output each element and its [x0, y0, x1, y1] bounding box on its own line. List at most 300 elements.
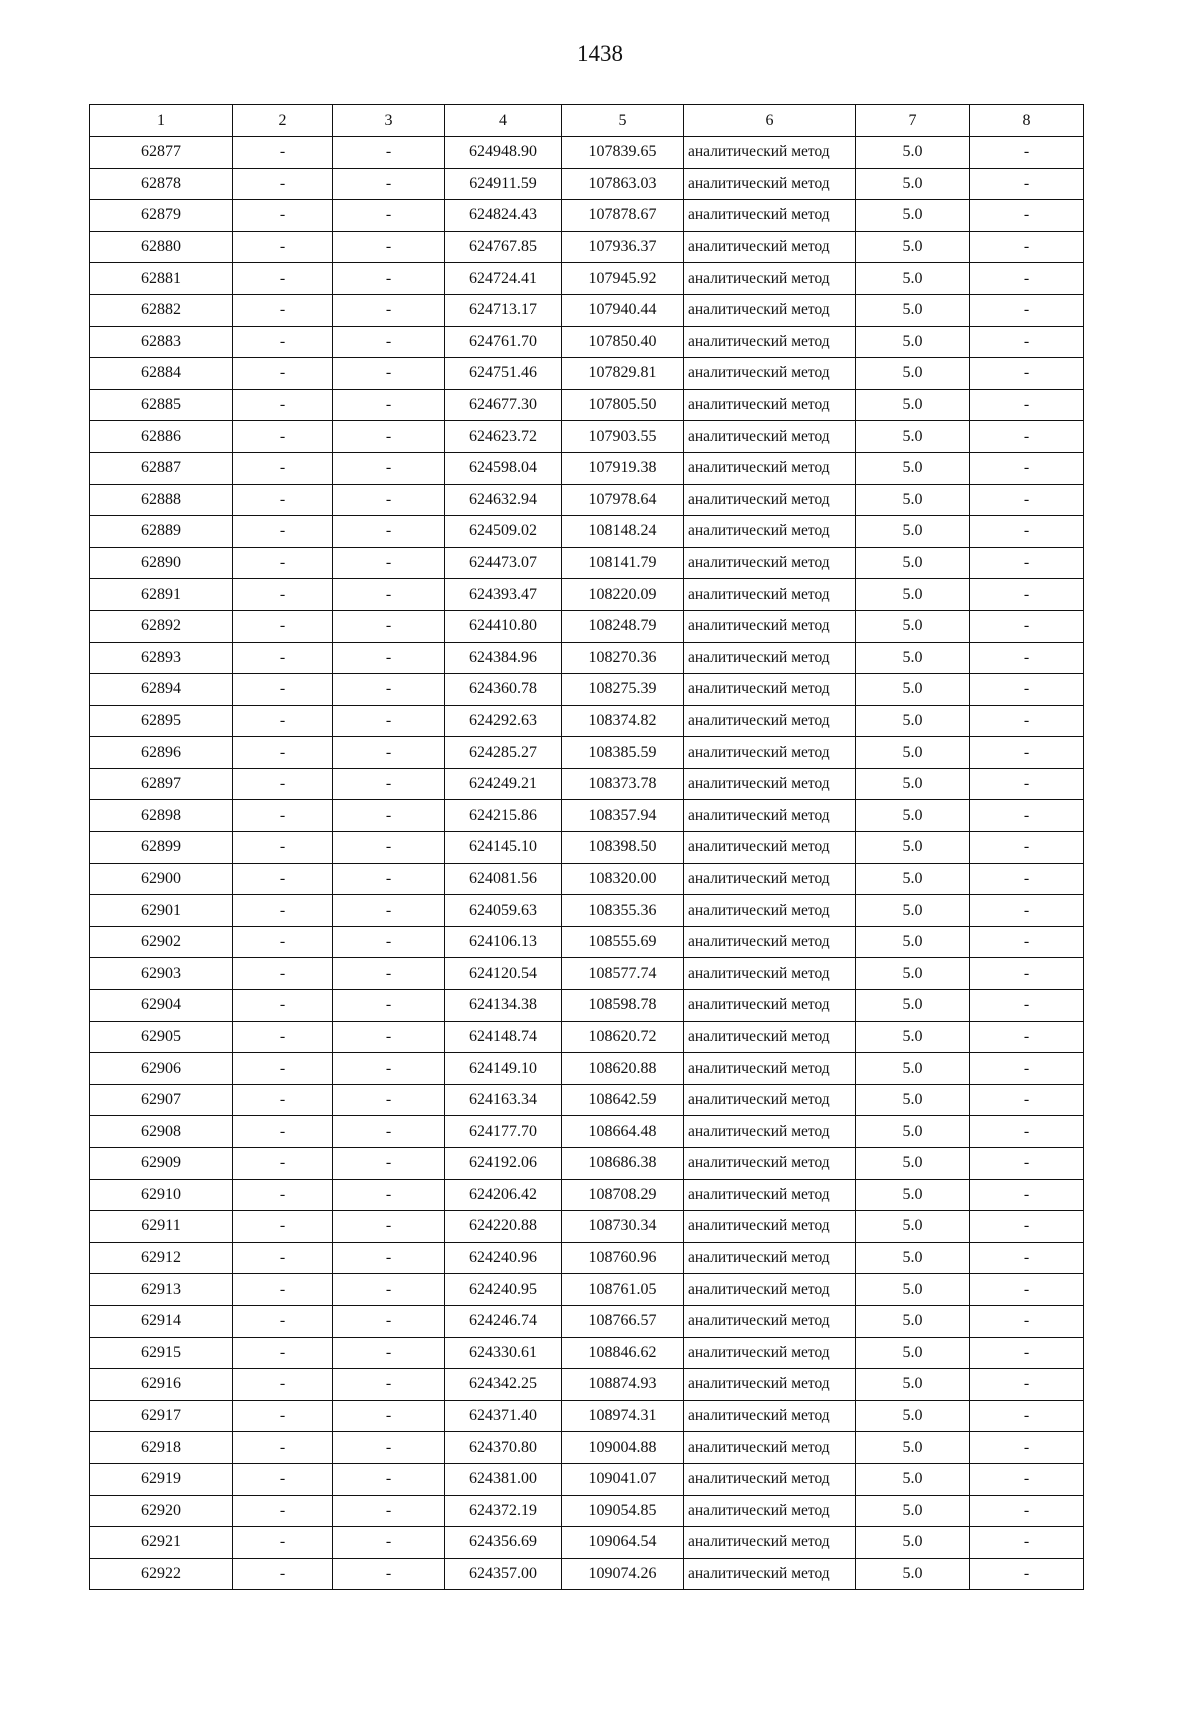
col8-cell: - — [970, 200, 1084, 232]
table-row — [90, 705, 1084, 737]
method-cell: аналитический метод — [684, 1463, 856, 1495]
col3-cell: - — [333, 1527, 445, 1559]
point-number-cell: 62921 — [90, 1527, 233, 1559]
table-body — [90, 137, 1084, 1590]
accuracy-cell: 5.0 — [856, 1084, 970, 1116]
col3-cell: - — [333, 674, 445, 706]
method-cell: аналитический метод — [684, 263, 856, 295]
accuracy-cell: 5.0 — [856, 768, 970, 800]
point-number-cell: 62890 — [90, 547, 233, 579]
point-number-cell: 62915 — [90, 1337, 233, 1369]
col3-cell: - — [333, 452, 445, 484]
x-coordinate-cell: 624360.78 — [445, 674, 562, 706]
method-cell: аналитический метод — [684, 1021, 856, 1053]
col8-cell: - — [970, 800, 1084, 832]
col8-cell: - — [970, 389, 1084, 421]
x-coordinate-cell: 624192.06 — [445, 1148, 562, 1180]
table-row — [90, 800, 1084, 832]
column-header-6: 6 — [684, 105, 856, 137]
x-coordinate-cell: 624145.10 — [445, 832, 562, 864]
x-coordinate-cell: 624342.25 — [445, 1369, 562, 1401]
col3-cell: - — [333, 547, 445, 579]
col2-cell: - — [233, 800, 333, 832]
y-coordinate-cell: 108148.24 — [562, 516, 684, 548]
accuracy-cell: 5.0 — [856, 579, 970, 611]
method-cell: аналитический метод — [684, 484, 856, 516]
col2-cell: - — [233, 1495, 333, 1527]
col8-cell: - — [970, 674, 1084, 706]
col8-cell: - — [970, 1432, 1084, 1464]
accuracy-cell: 5.0 — [856, 1053, 970, 1085]
method-cell: аналитический метод — [684, 294, 856, 326]
accuracy-cell: 5.0 — [856, 705, 970, 737]
col2-cell: - — [233, 1242, 333, 1274]
method-cell: аналитический метод — [684, 1179, 856, 1211]
col3-cell: - — [333, 358, 445, 390]
col2-cell: - — [233, 168, 333, 200]
point-number-cell: 62880 — [90, 231, 233, 263]
col2-cell: - — [233, 958, 333, 990]
col2-cell: - — [233, 547, 333, 579]
x-coordinate-cell: 624713.17 — [445, 294, 562, 326]
col3-cell: - — [333, 200, 445, 232]
col3-cell: - — [333, 137, 445, 169]
col8-cell: - — [970, 1495, 1084, 1527]
point-number-cell: 62896 — [90, 737, 233, 769]
col3-cell: - — [333, 1084, 445, 1116]
col8-cell: - — [970, 294, 1084, 326]
accuracy-cell: 5.0 — [856, 895, 970, 927]
col2-cell: - — [233, 516, 333, 548]
y-coordinate-cell: 108141.79 — [562, 547, 684, 579]
col8-cell: - — [970, 926, 1084, 958]
point-number-cell: 62919 — [90, 1463, 233, 1495]
col3-cell: - — [333, 737, 445, 769]
y-coordinate-cell: 108374.82 — [562, 705, 684, 737]
method-cell: аналитический метод — [684, 1400, 856, 1432]
y-coordinate-cell: 107919.38 — [562, 452, 684, 484]
x-coordinate-cell: 624751.46 — [445, 358, 562, 390]
page-number: 1438 — [577, 41, 623, 66]
y-coordinate-cell: 107940.44 — [562, 294, 684, 326]
table-row — [90, 484, 1084, 516]
col3-cell: - — [333, 990, 445, 1022]
accuracy-cell: 5.0 — [856, 263, 970, 295]
accuracy-cell: 5.0 — [856, 642, 970, 674]
col8-cell: - — [970, 705, 1084, 737]
col2-cell: - — [233, 1116, 333, 1148]
point-number-cell: 62906 — [90, 1053, 233, 1085]
y-coordinate-cell: 108555.69 — [562, 926, 684, 958]
point-number-cell: 62913 — [90, 1274, 233, 1306]
x-coordinate-cell: 624177.70 — [445, 1116, 562, 1148]
method-cell: аналитический метод — [684, 1369, 856, 1401]
accuracy-cell: 5.0 — [856, 1463, 970, 1495]
col2-cell: - — [233, 389, 333, 421]
y-coordinate-cell: 107978.64 — [562, 484, 684, 516]
y-coordinate-cell: 107878.67 — [562, 200, 684, 232]
col8-cell: - — [970, 358, 1084, 390]
col2-cell: - — [233, 1463, 333, 1495]
col3-cell: - — [333, 832, 445, 864]
table-row — [90, 1274, 1084, 1306]
col3-cell: - — [333, 1337, 445, 1369]
point-number-cell: 62900 — [90, 863, 233, 895]
table-row — [90, 895, 1084, 927]
col2-cell: - — [233, 1400, 333, 1432]
column-header-3: 3 — [333, 105, 445, 137]
col3-cell: - — [333, 1432, 445, 1464]
x-coordinate-cell: 624598.04 — [445, 452, 562, 484]
y-coordinate-cell: 108357.94 — [562, 800, 684, 832]
table-row — [90, 294, 1084, 326]
point-number-cell: 62903 — [90, 958, 233, 990]
table-row — [90, 1495, 1084, 1527]
col2-cell: - — [233, 326, 333, 358]
col8-cell: - — [970, 579, 1084, 611]
point-number-cell: 62922 — [90, 1558, 233, 1590]
col3-cell: - — [333, 705, 445, 737]
col8-cell: - — [970, 1463, 1084, 1495]
y-coordinate-cell: 109004.88 — [562, 1432, 684, 1464]
col2-cell: - — [233, 768, 333, 800]
col3-cell: - — [333, 1495, 445, 1527]
col8-cell: - — [970, 863, 1084, 895]
x-coordinate-cell: 624623.72 — [445, 421, 562, 453]
accuracy-cell: 5.0 — [856, 1527, 970, 1559]
col2-cell: - — [233, 863, 333, 895]
method-cell: аналитический метод — [684, 168, 856, 200]
x-coordinate-cell: 624371.40 — [445, 1400, 562, 1432]
col8-cell: - — [970, 1053, 1084, 1085]
method-cell: аналитический метод — [684, 705, 856, 737]
col2-cell: - — [233, 610, 333, 642]
table-row — [90, 1084, 1084, 1116]
col8-cell: - — [970, 137, 1084, 169]
x-coordinate-cell: 624632.94 — [445, 484, 562, 516]
x-coordinate-cell: 624215.86 — [445, 800, 562, 832]
y-coordinate-cell: 107936.37 — [562, 231, 684, 263]
col2-cell: - — [233, 137, 333, 169]
accuracy-cell: 5.0 — [856, 610, 970, 642]
column-header-1: 1 — [90, 105, 233, 137]
method-cell: аналитический метод — [684, 137, 856, 169]
method-cell: аналитический метод — [684, 200, 856, 232]
point-number-cell: 62877 — [90, 137, 233, 169]
point-number-cell: 62912 — [90, 1242, 233, 1274]
y-coordinate-cell: 108270.36 — [562, 642, 684, 674]
x-coordinate-cell: 624473.07 — [445, 547, 562, 579]
method-cell: аналитический метод — [684, 326, 856, 358]
method-cell: аналитический метод — [684, 1558, 856, 1590]
point-number-cell: 62920 — [90, 1495, 233, 1527]
point-number-cell: 62918 — [90, 1432, 233, 1464]
table-row — [90, 579, 1084, 611]
y-coordinate-cell: 108598.78 — [562, 990, 684, 1022]
x-coordinate-cell: 624911.59 — [445, 168, 562, 200]
point-number-cell: 62878 — [90, 168, 233, 200]
accuracy-cell: 5.0 — [856, 958, 970, 990]
col3-cell: - — [333, 895, 445, 927]
col2-cell: - — [233, 1274, 333, 1306]
point-number-cell: 62908 — [90, 1116, 233, 1148]
method-cell: аналитический метод — [684, 737, 856, 769]
table-row — [90, 1053, 1084, 1085]
x-coordinate-cell: 624393.47 — [445, 579, 562, 611]
accuracy-cell: 5.0 — [856, 389, 970, 421]
accuracy-cell: 5.0 — [856, 137, 970, 169]
x-coordinate-cell: 624240.96 — [445, 1242, 562, 1274]
y-coordinate-cell: 108708.29 — [562, 1179, 684, 1211]
col2-cell: - — [233, 579, 333, 611]
col3-cell: - — [333, 768, 445, 800]
point-number-cell: 62905 — [90, 1021, 233, 1053]
col3-cell: - — [333, 1369, 445, 1401]
point-number-cell: 62895 — [90, 705, 233, 737]
col2-cell: - — [233, 263, 333, 295]
method-cell: аналитический метод — [684, 579, 856, 611]
method-cell: аналитический метод — [684, 452, 856, 484]
col2-cell: - — [233, 484, 333, 516]
col8-cell: - — [970, 990, 1084, 1022]
method-cell: аналитический метод — [684, 863, 856, 895]
accuracy-cell: 5.0 — [856, 421, 970, 453]
col8-cell: - — [970, 1021, 1084, 1053]
col8-cell: - — [970, 231, 1084, 263]
y-coordinate-cell: 108642.59 — [562, 1084, 684, 1116]
point-number-cell: 62885 — [90, 389, 233, 421]
x-coordinate-cell: 624384.96 — [445, 642, 562, 674]
col2-cell: - — [233, 926, 333, 958]
col2-cell: - — [233, 1211, 333, 1243]
method-cell: аналитический метод — [684, 1305, 856, 1337]
method-cell: аналитический метод — [684, 547, 856, 579]
col3-cell: - — [333, 294, 445, 326]
table-row — [90, 1116, 1084, 1148]
col2-cell: - — [233, 1148, 333, 1180]
accuracy-cell: 5.0 — [856, 1432, 970, 1464]
col3-cell: - — [333, 1305, 445, 1337]
y-coordinate-cell: 107839.65 — [562, 137, 684, 169]
x-coordinate-cell: 624106.13 — [445, 926, 562, 958]
table-row — [90, 737, 1084, 769]
accuracy-cell: 5.0 — [856, 326, 970, 358]
table-row — [90, 137, 1084, 169]
x-coordinate-cell: 624081.56 — [445, 863, 562, 895]
y-coordinate-cell: 107850.40 — [562, 326, 684, 358]
col8-cell: - — [970, 421, 1084, 453]
method-cell: аналитический метод — [684, 926, 856, 958]
table-row — [90, 200, 1084, 232]
table-row — [90, 1463, 1084, 1495]
table-row — [90, 1179, 1084, 1211]
point-number-cell: 62916 — [90, 1369, 233, 1401]
col3-cell: - — [333, 642, 445, 674]
y-coordinate-cell: 107903.55 — [562, 421, 684, 453]
method-cell: аналитический метод — [684, 1116, 856, 1148]
y-coordinate-cell: 108730.34 — [562, 1211, 684, 1243]
point-number-cell: 62891 — [90, 579, 233, 611]
point-number-cell: 62911 — [90, 1211, 233, 1243]
col3-cell: - — [333, 421, 445, 453]
method-cell: аналитический метод — [684, 1432, 856, 1464]
method-cell: аналитический метод — [684, 895, 856, 927]
point-number-cell: 62882 — [90, 294, 233, 326]
col3-cell: - — [333, 610, 445, 642]
method-cell: аналитический метод — [684, 1337, 856, 1369]
x-coordinate-cell: 624163.34 — [445, 1084, 562, 1116]
accuracy-cell: 5.0 — [856, 1400, 970, 1432]
method-cell: аналитический метод — [684, 1053, 856, 1085]
point-number-cell: 62910 — [90, 1179, 233, 1211]
col8-cell: - — [970, 484, 1084, 516]
col3-cell: - — [333, 958, 445, 990]
col8-cell: - — [970, 1337, 1084, 1369]
table-row — [90, 516, 1084, 548]
point-number-cell: 62917 — [90, 1400, 233, 1432]
col2-cell: - — [233, 642, 333, 674]
y-coordinate-cell: 108275.39 — [562, 674, 684, 706]
table-row — [90, 990, 1084, 1022]
y-coordinate-cell: 109064.54 — [562, 1527, 684, 1559]
x-coordinate-cell: 624370.80 — [445, 1432, 562, 1464]
col3-cell: - — [333, 1463, 445, 1495]
x-coordinate-cell: 624285.27 — [445, 737, 562, 769]
y-coordinate-cell: 109041.07 — [562, 1463, 684, 1495]
y-coordinate-cell: 109074.26 — [562, 1558, 684, 1590]
y-coordinate-cell: 108846.62 — [562, 1337, 684, 1369]
col8-cell: - — [970, 1084, 1084, 1116]
column-header-4: 4 — [445, 105, 562, 137]
col3-cell: - — [333, 168, 445, 200]
accuracy-cell: 5.0 — [856, 674, 970, 706]
col3-cell: - — [333, 263, 445, 295]
header-row — [90, 105, 1084, 137]
point-number-cell: 62887 — [90, 452, 233, 484]
col3-cell: - — [333, 926, 445, 958]
method-cell: аналитический метод — [684, 990, 856, 1022]
accuracy-cell: 5.0 — [856, 1116, 970, 1148]
table-row — [90, 389, 1084, 421]
col8-cell: - — [970, 1148, 1084, 1180]
y-coordinate-cell: 108620.72 — [562, 1021, 684, 1053]
y-coordinate-cell: 108577.74 — [562, 958, 684, 990]
y-coordinate-cell: 108620.88 — [562, 1053, 684, 1085]
table-row — [90, 1021, 1084, 1053]
col3-cell: - — [333, 1021, 445, 1053]
column-header-5: 5 — [562, 105, 684, 137]
x-coordinate-cell: 624381.00 — [445, 1463, 562, 1495]
method-cell: аналитический метод — [684, 1242, 856, 1274]
col8-cell: - — [970, 737, 1084, 769]
y-coordinate-cell: 108874.93 — [562, 1369, 684, 1401]
x-coordinate-cell: 624206.42 — [445, 1179, 562, 1211]
accuracy-cell: 5.0 — [856, 1305, 970, 1337]
y-coordinate-cell: 108373.78 — [562, 768, 684, 800]
y-coordinate-cell: 109054.85 — [562, 1495, 684, 1527]
x-coordinate-cell: 624059.63 — [445, 895, 562, 927]
col2-cell: - — [233, 1337, 333, 1369]
col8-cell: - — [970, 1179, 1084, 1211]
method-cell: аналитический метод — [684, 1274, 856, 1306]
col3-cell: - — [333, 1242, 445, 1274]
accuracy-cell: 5.0 — [856, 1495, 970, 1527]
col8-cell: - — [970, 1116, 1084, 1148]
y-coordinate-cell: 108664.48 — [562, 1116, 684, 1148]
accuracy-cell: 5.0 — [856, 1211, 970, 1243]
accuracy-cell: 5.0 — [856, 1021, 970, 1053]
x-coordinate-cell: 624357.00 — [445, 1558, 562, 1590]
accuracy-cell: 5.0 — [856, 294, 970, 326]
accuracy-cell: 5.0 — [856, 1369, 970, 1401]
y-coordinate-cell: 108355.36 — [562, 895, 684, 927]
coordinates-table — [89, 104, 1084, 1590]
y-coordinate-cell: 108320.00 — [562, 863, 684, 895]
col8-cell: - — [970, 832, 1084, 864]
accuracy-cell: 5.0 — [856, 1179, 970, 1211]
accuracy-cell: 5.0 — [856, 863, 970, 895]
accuracy-cell: 5.0 — [856, 926, 970, 958]
col3-cell: - — [333, 1274, 445, 1306]
col8-cell: - — [970, 895, 1084, 927]
col2-cell: - — [233, 737, 333, 769]
col2-cell: - — [233, 231, 333, 263]
y-coordinate-cell: 107945.92 — [562, 263, 684, 295]
x-coordinate-cell: 624372.19 — [445, 1495, 562, 1527]
table-row — [90, 1148, 1084, 1180]
y-coordinate-cell: 108220.09 — [562, 579, 684, 611]
col3-cell: - — [333, 389, 445, 421]
table-row — [90, 1305, 1084, 1337]
table-row — [90, 358, 1084, 390]
table-row — [90, 1527, 1084, 1559]
x-coordinate-cell: 624824.43 — [445, 200, 562, 232]
col2-cell: - — [233, 895, 333, 927]
point-number-cell: 62892 — [90, 610, 233, 642]
col3-cell: - — [333, 1116, 445, 1148]
point-number-cell: 62894 — [90, 674, 233, 706]
method-cell: аналитический метод — [684, 642, 856, 674]
col2-cell: - — [233, 294, 333, 326]
col8-cell: - — [970, 1242, 1084, 1274]
col8-cell: - — [970, 168, 1084, 200]
column-header-2: 2 — [233, 105, 333, 137]
col8-cell: - — [970, 547, 1084, 579]
col8-cell: - — [970, 326, 1084, 358]
accuracy-cell: 5.0 — [856, 1274, 970, 1306]
method-cell: аналитический метод — [684, 832, 856, 864]
method-cell: аналитический метод — [684, 768, 856, 800]
col2-cell: - — [233, 705, 333, 737]
col3-cell: - — [333, 231, 445, 263]
table-row — [90, 1211, 1084, 1243]
y-coordinate-cell: 108760.96 — [562, 1242, 684, 1274]
point-number-cell: 62889 — [90, 516, 233, 548]
accuracy-cell: 5.0 — [856, 168, 970, 200]
method-cell: аналитический метод — [684, 674, 856, 706]
method-cell: аналитический метод — [684, 1527, 856, 1559]
point-number-cell: 62888 — [90, 484, 233, 516]
accuracy-cell: 5.0 — [856, 200, 970, 232]
col8-cell: - — [970, 1400, 1084, 1432]
table-row — [90, 610, 1084, 642]
col3-cell: - — [333, 326, 445, 358]
col3-cell: - — [333, 484, 445, 516]
col8-cell: - — [970, 1369, 1084, 1401]
method-cell: аналитический метод — [684, 421, 856, 453]
table-row — [90, 1432, 1084, 1464]
col8-cell: - — [970, 642, 1084, 674]
